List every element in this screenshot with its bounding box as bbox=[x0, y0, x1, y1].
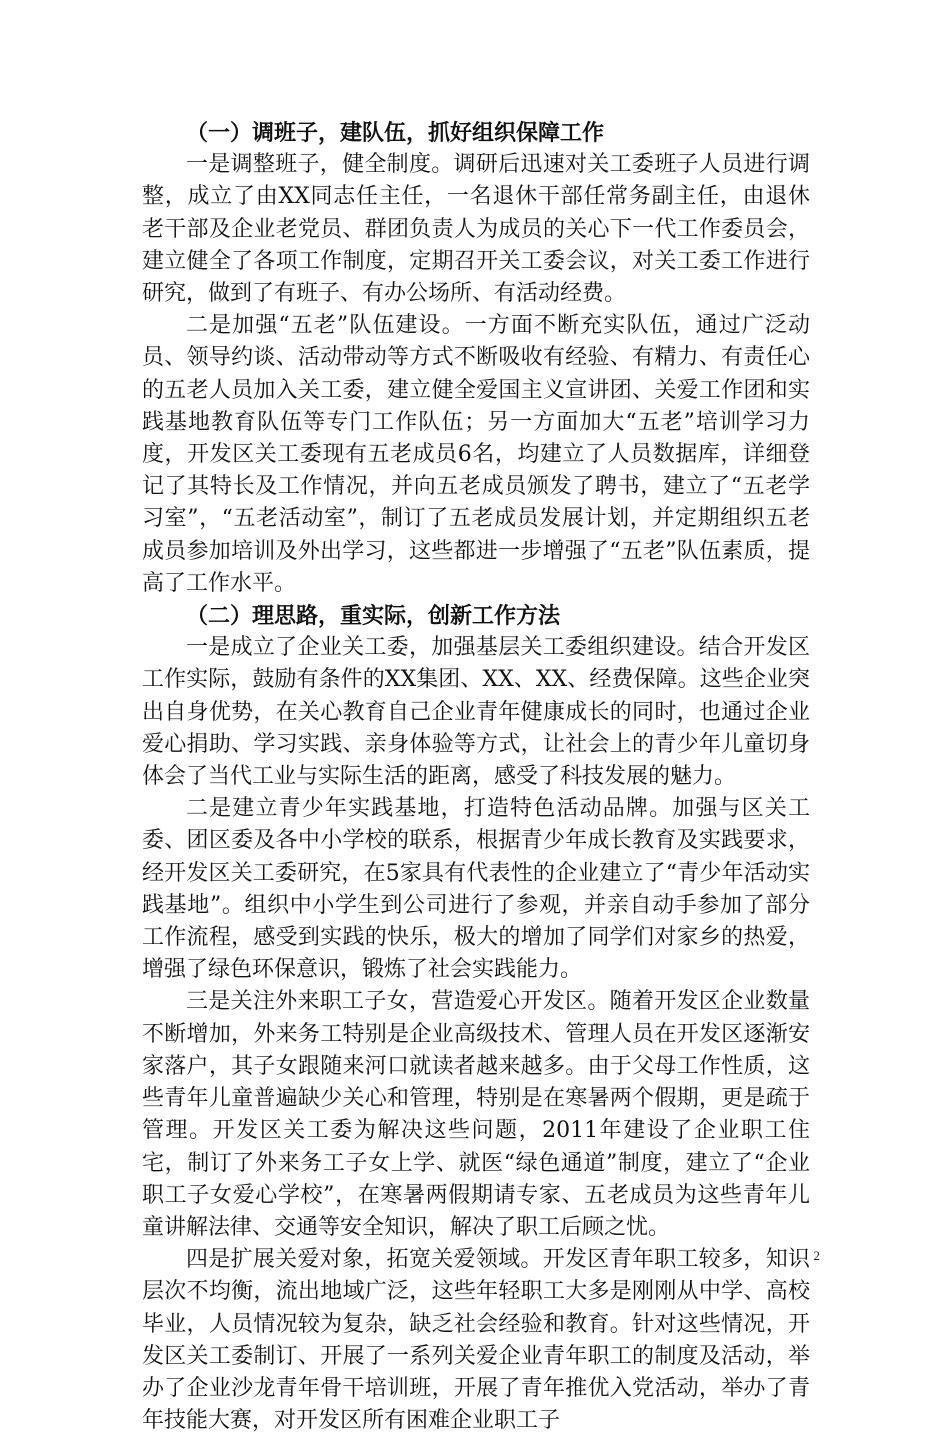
paragraph: 三是关注外来职工子女，营造爱心开发区。随着开发区企业数量不断增加，外来务工特别是企业高级技术、管理人员在开发区逐渐安家落户，其子女跟随来河口就读者越来越多。由于父母工作性质，这些青年儿童普遍缺少关心和管理，特别是在寒暑两个假期，更是疏于管理。开发区关工委为解决这些问题，2011年建设了企业职工住宅，制订了外来务工子女上学、就医“绿色通道”制度，建立了“企业职工子女爱心学校”，在寒暑两假期请专家、五老成员为这些青年儿童讲解法律、交通等安全知识，解决了职工后顾之忧。 bbox=[142, 989, 810, 1240]
paragraph: 一是成立了企业关工委，加强基层关工委组织建设。结合开发区工作实际，鼓励有条件的XX集团、XX、XX、经费保障。这些企业突出自身优势，在关心教育自己企业青年健康成长的同时，也通过企业爱心捐助、学习实践、亲身体验等方式，让社会上的青少年儿童切身体会了当代工业与实际生活的距离，感受了科技发展的魅力。 bbox=[142, 635, 810, 790]
paragraph: 二是建立青少年实践基地，打造特色活动品牌。加强与区关工委、团区委及各中小学校的联系，根据青少年成长教育及实践要求，经开发区关工委研究，在5家具有代表性的企业建立了“青少年活动实践基地”。组织中小学生到公司进行了参观，并亲自动手参加了部分工作流程，感受到实践的快乐，极大的增加了同学们对家乡的热爱，增强了绿色环保意识，锻炼了社会实践能力。 bbox=[142, 796, 810, 983]
section-heading-2: （二）理思路，重实际，创新工作方法 bbox=[186, 603, 561, 630]
document-body bbox=[142, 117, 810, 1437]
paragraph: 四是扩展关爱对象，拓宽关爱领域。开发区青年职工较多，知识层次不均衡，流出地域广泛，这些年轻职工大多是刚刚从中学、高校毕业，人员情况较为复杂，缺乏社会经验和教育。针对这些情况，开发区关工委制订、开展了一系列关爱企业青年职工的制度及活动，举办了企业沙龙青年骨干培训班，开展了青年推优入党活动，举办了青年技能大赛，对开发区所有困难企业职工子 bbox=[142, 1247, 810, 1434]
section-heading-1: （一）调班子，建队伍，抓好组织保障工作 bbox=[186, 120, 605, 146]
paragraph: 二是加强“五老”队伍建设。一方面不断充实队伍，通过广泛动员、领导约谈、活动带动等方式不断吸收有经验、有精力、有责任心的五老人员加入关工委，建立健全爱国主义宣讲团、关爱工作团和实践基地教育队伍等专门工作队伍；另一方面加大“五老”培训学习力度，开发区关工委现有五老成员6名，均建立了人员数据库，详细登记了其特长及工作情况，并向五老成员颁发了聘书，建立了“五老学习室”，“五老活动室”，制订了五老成员发展计划，并定期组织五老成员参加培训及外出学习，这些都进一步增强了“五老”队伍素质，提高了工作水平。 bbox=[142, 313, 810, 596]
page-number: 2 bbox=[813, 1248, 820, 1263]
paragraph: 一是调整班子，健全制度。调研后迅速对关工委班子人员进行调整，成立了由XX同志任主任，一名退休干部任常务副主任，由退休老干部及企业老党员、群团负责人为成员的关心下一代工作委员会，建立健全了各项工作制度，定期召开关工委会议，对关工委工作进行研究，做到了有班子、有办公场所、有活动经费。 bbox=[142, 152, 810, 307]
